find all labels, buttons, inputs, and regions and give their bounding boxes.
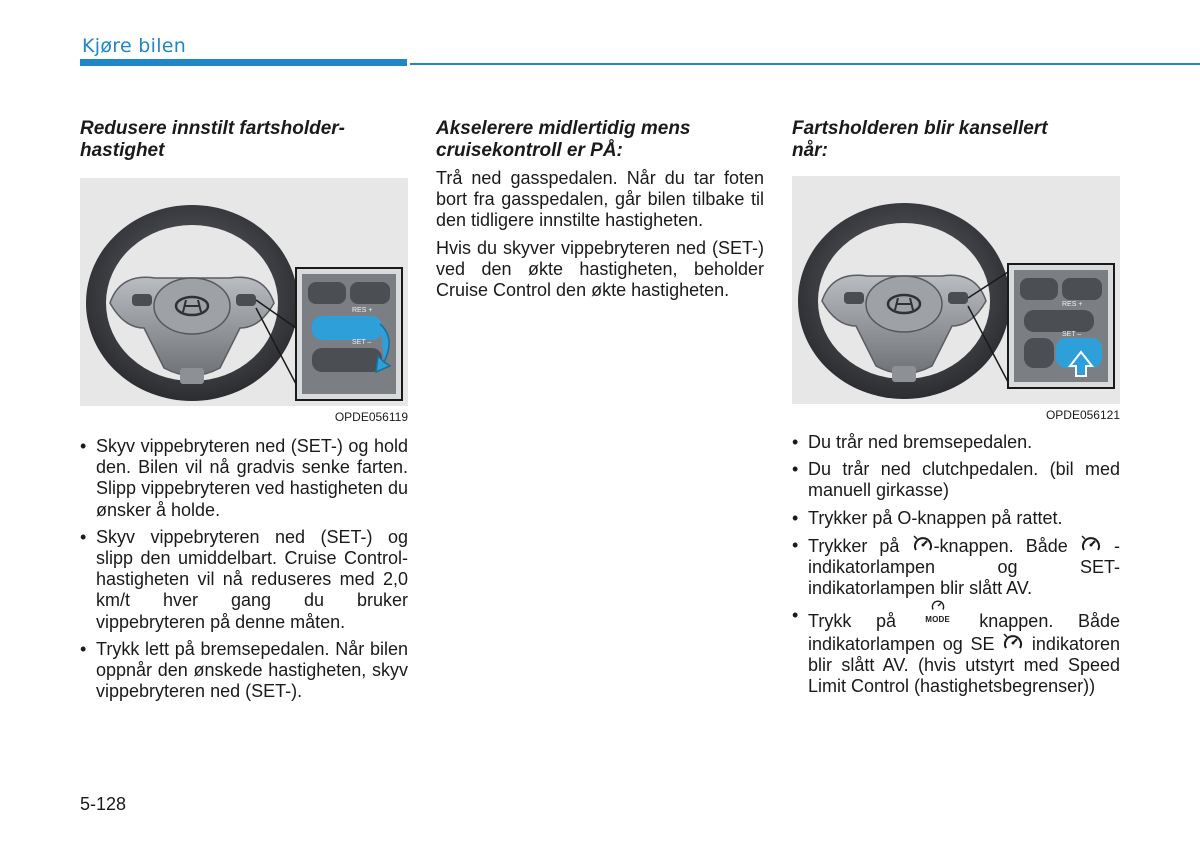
list-item: • Trykk lett på bremsepedalen. Når bilen oppnår den ønskede hastigheten, skyv vippebryteren ned (SET-).: [80, 639, 408, 703]
res-plus-label: RES +: [1062, 301, 1083, 308]
section-title: Kjøre bilen: [82, 35, 187, 57]
column-cancel: [792, 118, 1120, 703]
page-number: 5-128: [80, 794, 127, 814]
header-bar-thick: [80, 59, 407, 66]
list-item: • Du trår ned clutchpedalen. (bil med manuell girkasse): [792, 459, 1120, 501]
list-item: • Du trår ned bremsepedalen.: [792, 432, 1120, 453]
mode-button-icon: MODE: [921, 605, 955, 631]
steering-wheel-figure-cancel: [792, 176, 1120, 404]
paragraph: Trå ned gasspedalen. Når du tar foten bort fra gasspedalen, går bilen tilbake til den tidligere innstilte hastigheten.: [436, 168, 764, 231]
list-item: • Skyv vippebryteren ned (SET-) og slipp den umiddelbart. Cruise Control-hastigheten vil nå reduseres med 2,0 km/t hver gang du bruker vippebryteren på denne måten.: [80, 527, 408, 633]
cruise-control-icon: [912, 535, 934, 555]
paragraph: Hvis du skyver vippebryteren ned (SET-) ved den økte hastigheten, beholder Cruise Control den økte hastigheten.: [436, 237, 764, 301]
set-minus-label: SET –: [1062, 331, 1082, 338]
cruise-control-icon: [1080, 535, 1102, 555]
cruise-control-icon: [1002, 633, 1024, 653]
cancel-conditions-list: [792, 432, 1120, 697]
heading-accelerate: Akselerere midlertidig mens cruisekontroll er PÅ:: [436, 118, 691, 161]
steering-wheel-illustration: [80, 178, 408, 406]
list-item: • Trykker på O-knappen på rattet.: [792, 508, 1120, 529]
figure-code: OPDE056119: [334, 410, 408, 424]
heading-reduce-speed: Redusere innstilt fartsholder- hastighet: [80, 118, 345, 161]
header-bar-thin: [410, 63, 1200, 65]
column-accelerate: [436, 118, 764, 307]
list-item: • Trykk på MODE knappen. Både indikatorlampen og SE indikatoren blir slått AV. (hvis utstyrt med Speed Limit Control (hastighetsbegrenser)): [792, 605, 1120, 697]
steering-wheel-illustration: [792, 176, 1120, 404]
res-plus-label: RES +: [352, 307, 373, 314]
set-minus-label: SET –: [352, 339, 372, 346]
reduce-speed-list: [80, 436, 408, 702]
heading-cancel: Fartsholderen blir kansellert når:: [792, 118, 1048, 161]
steering-wheel-figure-set-minus: [80, 178, 408, 406]
column-reduce-speed: [80, 118, 408, 708]
list-item: • Skyv vippebryteren ned (SET-) og hold den. Bilen vil nå gradvis senke farten. Slipp vippebryteren ved hastigheten du ønsker å holde.: [80, 436, 408, 521]
figure-code: OPDE056121: [1045, 408, 1120, 422]
list-item: • Trykker på -knappen. Både -indikatorlampen og SET-indikatorlampen blir slått AV.: [792, 535, 1120, 600]
